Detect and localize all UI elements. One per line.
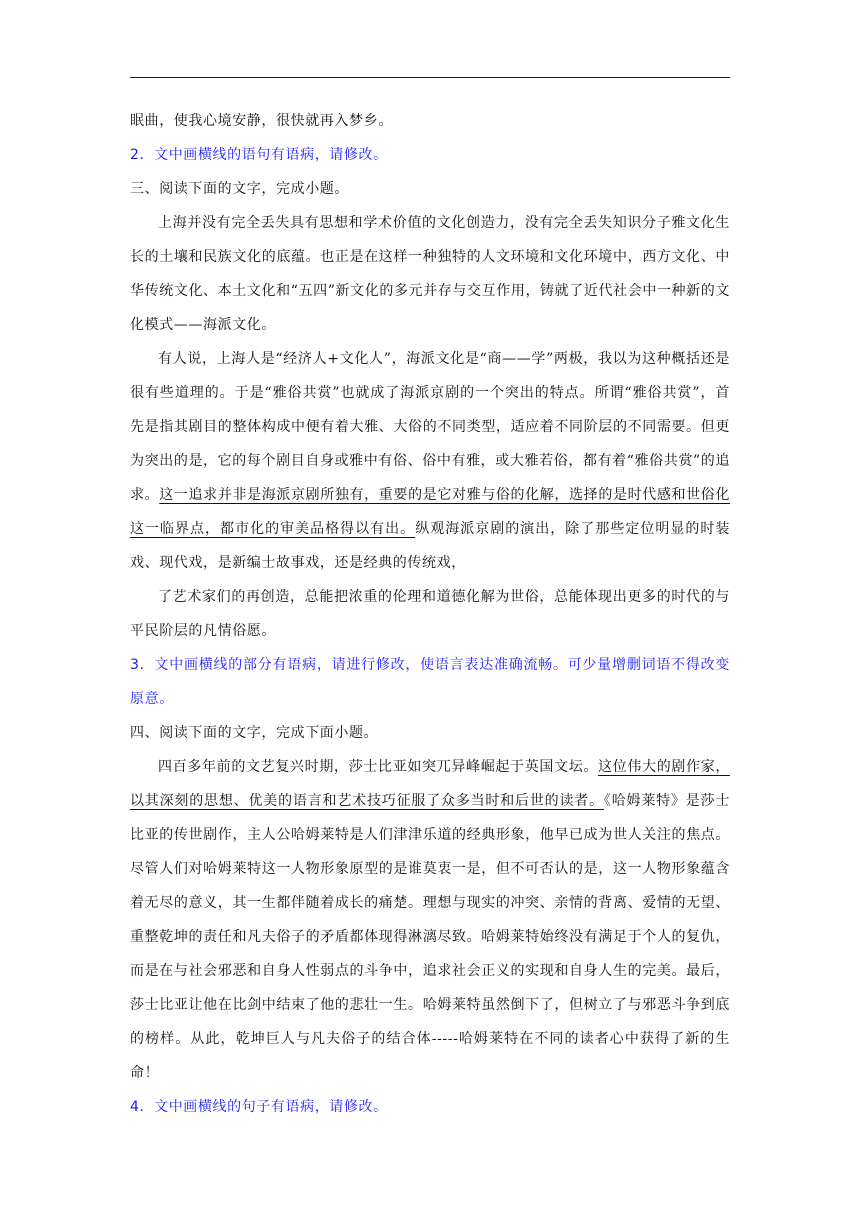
section-4-paragraph-1 (130, 750, 730, 1090)
section-3-paragraph-2-end: 纵观海派京剧的演出，除了那些定位明显的时装戏、现代戏，是新编士故事戏，还是经典的传统戏， (130, 521, 730, 571)
continuation-text: 眠曲，使我心境安静，很快就再入梦乡。 (130, 113, 393, 129)
header-rule (130, 77, 730, 78)
section-3-paragraph-3: 了艺术家们的再创造，总能把浓重的伦理和道德化解为世俗，总能体现出更多的时代的与平民阶层的凡情俗愿。 (130, 589, 730, 639)
question-2: 2．文中画横线的语句有语病，请修改。 (130, 147, 388, 163)
document-body (130, 104, 730, 1124)
question-3: 3．文中画横线的部分有语病，请进行修改，使语言表达准确流畅。可少量增删词语不得改变原意。 (130, 657, 730, 707)
question-4: 4．文中画横线的句子有语病，请修改。 (130, 1099, 388, 1115)
section-3-heading: 三、阅读下面的文字，完成小题。 (130, 181, 349, 197)
section-3-paragraph-2-start: 有人说，上海人是“经济人+文化人”，海派文化是“商——学”两极，我以为这种概括还是很有些道理的。于是“雅俗共赏”也就成了海派京剧的一个突出的特点。所谓“雅俗共赏”，首先是指其剧目的整体构成中便有着大雅、大俗的不同类型，适应着不同阶层的不同需要。但更为突出的是，它的每个剧目自身或雅中有俗、俗中有雅，或大雅若俗，都有着“雅俗共赏”的追求。 (130, 351, 730, 503)
section-4-heading: 四、阅读下面的文字，完成下面小题。 (130, 725, 379, 741)
underlined-sentence-4: 这位伟大的剧作家，以其深刻的思想、优美的语言和艺术技巧征服了众多当时和后世的读者。 (130, 759, 730, 809)
underlined-sentence-3: 这一追求并非是海派京剧所独有，重要的是它对雅与俗的化解，选择的是时代感和世俗化这一临界点，都市化的审美品格得以有出。 (130, 487, 730, 537)
section-3-paragraph-1: 上海并没有完全丢失具有思想和学术价值的文化创造力，没有完全丢失知识分子雅文化生长的土壤和民族文化的底蕴。也正是在这样一种独特的人文环境和文化环境中，西方文化、中华传统文化、本土文化和“五四”新文化的多元并存与交互作用，铸就了近代社会中一种新的文化模式——海派文化。 (130, 215, 730, 333)
section-3-paragraph-2 (130, 342, 730, 580)
section-4-paragraph-1-start: 四百多年前的文艺复兴时期，莎士比亚如突兀异峰崛起于英国文坛。 (158, 759, 599, 775)
section-4-paragraph-1-end: 《哈姆莱特》是莎士比亚的传世剧作，主人公哈姆莱特是人们津津乐道的经典形象，他早已成为世人关注的焦点。尽管人们对哈姆莱特这一人物形象原型的是谁莫衷一是，但不可否认的是，这一人物形象蕴含着无尽的意义，其一生都伴随着成长的痛楚。理想与现实的冲突、亲情的背离、爱情的无望、重整乾坤的责任和凡夫俗子的矛盾都体现得淋漓尽致。哈姆莱特始终没有满足于个人的复仇，而是在与社会邪恶和自身人性弱点的斗争中，追求社会正义的实现和自身人生的完美。最后，莎士比亚让他在比剑中结束了他的悲壮一生。哈姆莱特虽然倒下了，但树立了与邪恶斗争到底的榜样。从此，乾坤巨人与凡夫俗子的结合体-----哈姆莱特在不同的读者心中获得了新的生命！ (130, 793, 730, 1081)
